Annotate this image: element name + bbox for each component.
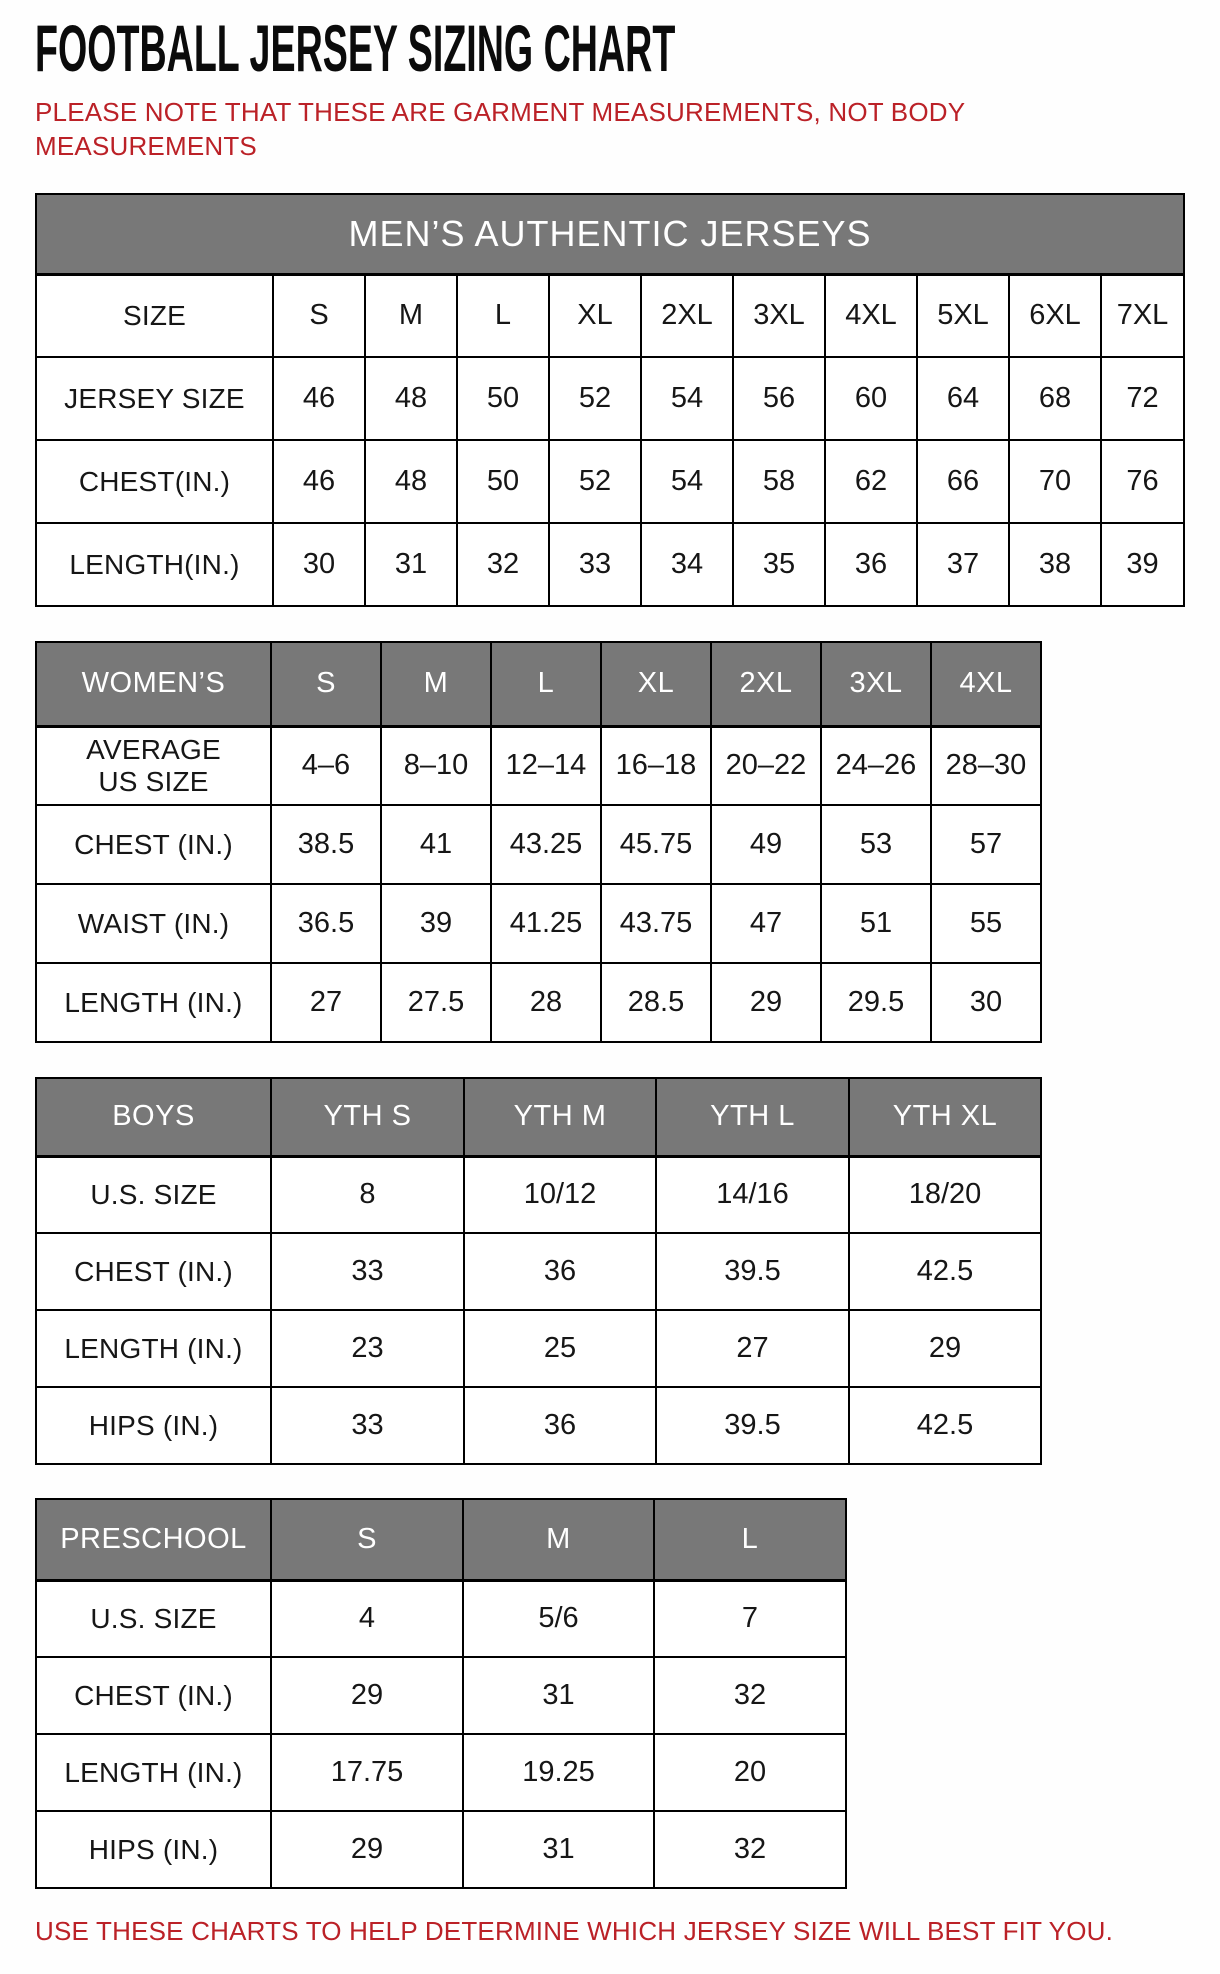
value-cell: 49 — [711, 805, 821, 884]
column-header-cell: M — [381, 642, 491, 726]
row-label-cell: SIZE — [36, 274, 273, 357]
table-row — [36, 1580, 846, 1657]
womens-table-title-cell: WOMEN’S — [36, 642, 271, 726]
table-row — [36, 1078, 1041, 1156]
preschool-jerseys-table — [35, 1498, 847, 1889]
value-cell: 27 — [656, 1310, 849, 1387]
value-cell: 36.5 — [271, 884, 381, 963]
value-cell: 12–14 — [491, 726, 601, 805]
boys-jerseys-table — [35, 1077, 1042, 1465]
value-cell: 20 — [654, 1734, 846, 1811]
value-cell: 39 — [1101, 523, 1184, 606]
row-label-line: US SIZE — [98, 765, 209, 797]
page-title — [35, 11, 1220, 85]
value-cell: 50 — [457, 440, 549, 523]
column-header-cell: 2XL — [641, 274, 733, 357]
column-header-cell: 4XL — [825, 274, 917, 357]
column-header-cell: YTH S — [271, 1078, 464, 1156]
row-label-cell: U.S. SIZE — [36, 1580, 271, 1657]
table-row — [36, 194, 1184, 274]
boys-table-title-cell: BOYS — [36, 1078, 271, 1156]
value-cell: 31 — [463, 1657, 654, 1734]
value-cell: 16–18 — [601, 726, 711, 805]
value-cell: 35 — [733, 523, 825, 606]
table-row — [36, 1499, 846, 1580]
mens-table-title-cell: MEN’S AUTHENTIC JERSEYS — [36, 194, 1184, 274]
value-cell: 14/16 — [656, 1156, 849, 1233]
column-header-cell: 7XL — [1101, 274, 1184, 357]
column-header-cell: 4XL — [931, 642, 1041, 726]
row-label-cell: LENGTH(IN.) — [36, 523, 273, 606]
value-cell: 41 — [381, 805, 491, 884]
value-cell: 36 — [464, 1233, 656, 1310]
column-header-cell: YTH M — [464, 1078, 656, 1156]
column-header-cell: L — [654, 1499, 846, 1580]
value-cell: 36 — [825, 523, 917, 606]
value-cell: 29 — [849, 1310, 1041, 1387]
value-cell: 55 — [931, 884, 1041, 963]
value-cell: 39 — [381, 884, 491, 963]
value-cell: 28.5 — [601, 963, 711, 1042]
row-label-cell: LENGTH (IN.) — [36, 1734, 271, 1811]
value-cell: 39.5 — [656, 1233, 849, 1310]
row-label-cell: CHEST(IN.) — [36, 440, 273, 523]
value-cell: 62 — [825, 440, 917, 523]
column-header-cell: XL — [601, 642, 711, 726]
column-header-cell: S — [271, 1499, 463, 1580]
value-cell: 46 — [273, 357, 365, 440]
value-cell: 5/6 — [463, 1580, 654, 1657]
value-cell: 56 — [733, 357, 825, 440]
column-header-cell: YTH L — [656, 1078, 849, 1156]
value-cell: 46 — [273, 440, 365, 523]
value-cell: 8–10 — [381, 726, 491, 805]
value-cell: 38.5 — [271, 805, 381, 884]
column-header-cell: S — [271, 642, 381, 726]
column-header-cell: XL — [549, 274, 641, 357]
value-cell: 28–30 — [931, 726, 1041, 805]
table-row — [36, 1387, 1041, 1464]
value-cell: 52 — [549, 440, 641, 523]
table-row — [36, 1811, 846, 1888]
value-cell: 53 — [821, 805, 931, 884]
value-cell: 17.75 — [271, 1734, 463, 1811]
row-label-cell: CHEST (IN.) — [36, 1657, 271, 1734]
value-cell: 19.25 — [463, 1734, 654, 1811]
table-row — [36, 805, 1041, 884]
value-cell: 10/12 — [464, 1156, 656, 1233]
column-header-cell: S — [273, 274, 365, 357]
value-cell: 66 — [917, 440, 1009, 523]
value-cell: 54 — [641, 357, 733, 440]
value-cell: 58 — [733, 440, 825, 523]
value-cell: 24–26 — [821, 726, 931, 805]
column-header-cell: L — [491, 642, 601, 726]
value-cell: 23 — [271, 1310, 464, 1387]
row-label-cell: LENGTH (IN.) — [36, 1310, 271, 1387]
column-header-cell: 3XL — [733, 274, 825, 357]
column-header-cell: 3XL — [821, 642, 931, 726]
value-cell: 33 — [271, 1233, 464, 1310]
value-cell: 37 — [917, 523, 1009, 606]
table-row — [36, 274, 1184, 357]
womens-jerseys-table — [35, 641, 1042, 1043]
value-cell: 42.5 — [849, 1233, 1041, 1310]
table-row — [36, 440, 1184, 523]
footer-note: USE THESE CHARTS TO HELP DETERMINE WHICH JERSEY SIZE WILL BEST FIT YOU. — [35, 1916, 1114, 1946]
value-cell: 33 — [271, 1387, 464, 1464]
column-header-cell: 2XL — [711, 642, 821, 726]
value-cell: 27 — [271, 963, 381, 1042]
value-cell: 4 — [271, 1580, 463, 1657]
value-cell: 8 — [271, 1156, 464, 1233]
table-row — [36, 1233, 1041, 1310]
table-row — [36, 726, 1041, 805]
value-cell: 28 — [491, 963, 601, 1042]
column-header-cell: YTH XL — [849, 1078, 1041, 1156]
value-cell: 64 — [917, 357, 1009, 440]
table-row — [36, 1310, 1041, 1387]
value-cell: 42.5 — [849, 1387, 1041, 1464]
value-cell: 32 — [457, 523, 549, 606]
row-label-cell: JERSEY SIZE — [36, 357, 273, 440]
measurement-note-line: PLEASE NOTE THAT THESE ARE GARMENT MEASUREMENTS, NOT BODY — [35, 97, 966, 127]
value-cell: 36 — [464, 1387, 656, 1464]
value-cell: 48 — [365, 357, 457, 440]
row-label-cell: U.S. SIZE — [36, 1156, 271, 1233]
value-cell: 48 — [365, 440, 457, 523]
column-header-cell: L — [457, 274, 549, 357]
column-header-cell: M — [365, 274, 457, 357]
value-cell: 72 — [1101, 357, 1184, 440]
row-label-cell: CHEST (IN.) — [36, 1233, 271, 1310]
table-row — [36, 963, 1041, 1042]
value-cell: 54 — [641, 440, 733, 523]
value-cell: 60 — [825, 357, 917, 440]
value-cell: 29 — [711, 963, 821, 1042]
value-cell: 68 — [1009, 357, 1101, 440]
value-cell: 70 — [1009, 440, 1101, 523]
table-row — [36, 523, 1184, 606]
value-cell: 45.75 — [601, 805, 711, 884]
value-cell: 30 — [273, 523, 365, 606]
value-cell: 4–6 — [271, 726, 381, 805]
row-label-line: AVERAGE — [86, 733, 221, 765]
preschool-table-title-cell: PRESCHOOL — [36, 1499, 271, 1580]
row-label-cell: HIPS (IN.) — [36, 1811, 271, 1888]
measurement-note-line: MEASUREMENTS — [35, 131, 257, 161]
value-cell: 29 — [271, 1657, 463, 1734]
value-cell: 51 — [821, 884, 931, 963]
row-label-cell: CHEST (IN.) — [36, 805, 271, 884]
value-cell: 43.75 — [601, 884, 711, 963]
table-row — [36, 642, 1041, 726]
measurement-note — [35, 95, 1220, 163]
value-cell: 43.25 — [491, 805, 601, 884]
column-header-cell: M — [463, 1499, 654, 1580]
value-cell: 52 — [549, 357, 641, 440]
value-cell: 20–22 — [711, 726, 821, 805]
row-label-cell — [36, 726, 271, 805]
value-cell: 18/20 — [849, 1156, 1041, 1233]
value-cell: 31 — [365, 523, 457, 606]
table-row — [36, 1734, 846, 1811]
value-cell: 31 — [463, 1811, 654, 1888]
table-row — [36, 884, 1041, 963]
mens-jerseys-table — [35, 193, 1185, 607]
value-cell: 29.5 — [821, 963, 931, 1042]
value-cell: 38 — [1009, 523, 1101, 606]
value-cell: 32 — [654, 1811, 846, 1888]
row-label-cell: HIPS (IN.) — [36, 1387, 271, 1464]
value-cell: 50 — [457, 357, 549, 440]
value-cell: 76 — [1101, 440, 1184, 523]
table-row — [36, 357, 1184, 440]
table-row — [36, 1156, 1041, 1233]
row-label-cell: WAIST (IN.) — [36, 884, 271, 963]
value-cell: 47 — [711, 884, 821, 963]
value-cell: 41.25 — [491, 884, 601, 963]
value-cell: 29 — [271, 1811, 463, 1888]
value-cell: 34 — [641, 523, 733, 606]
page-title-text: FOOTBALL JERSEY SIZING CHART — [35, 11, 676, 85]
column-header-cell: 5XL — [917, 274, 1009, 357]
value-cell: 27.5 — [381, 963, 491, 1042]
row-label-cell: LENGTH (IN.) — [36, 963, 271, 1042]
table-row — [36, 1657, 846, 1734]
value-cell: 33 — [549, 523, 641, 606]
value-cell: 30 — [931, 963, 1041, 1042]
column-header-cell: 6XL — [1009, 274, 1101, 357]
value-cell: 57 — [931, 805, 1041, 884]
value-cell: 7 — [654, 1580, 846, 1657]
value-cell: 25 — [464, 1310, 656, 1387]
value-cell: 39.5 — [656, 1387, 849, 1464]
value-cell: 32 — [654, 1657, 846, 1734]
